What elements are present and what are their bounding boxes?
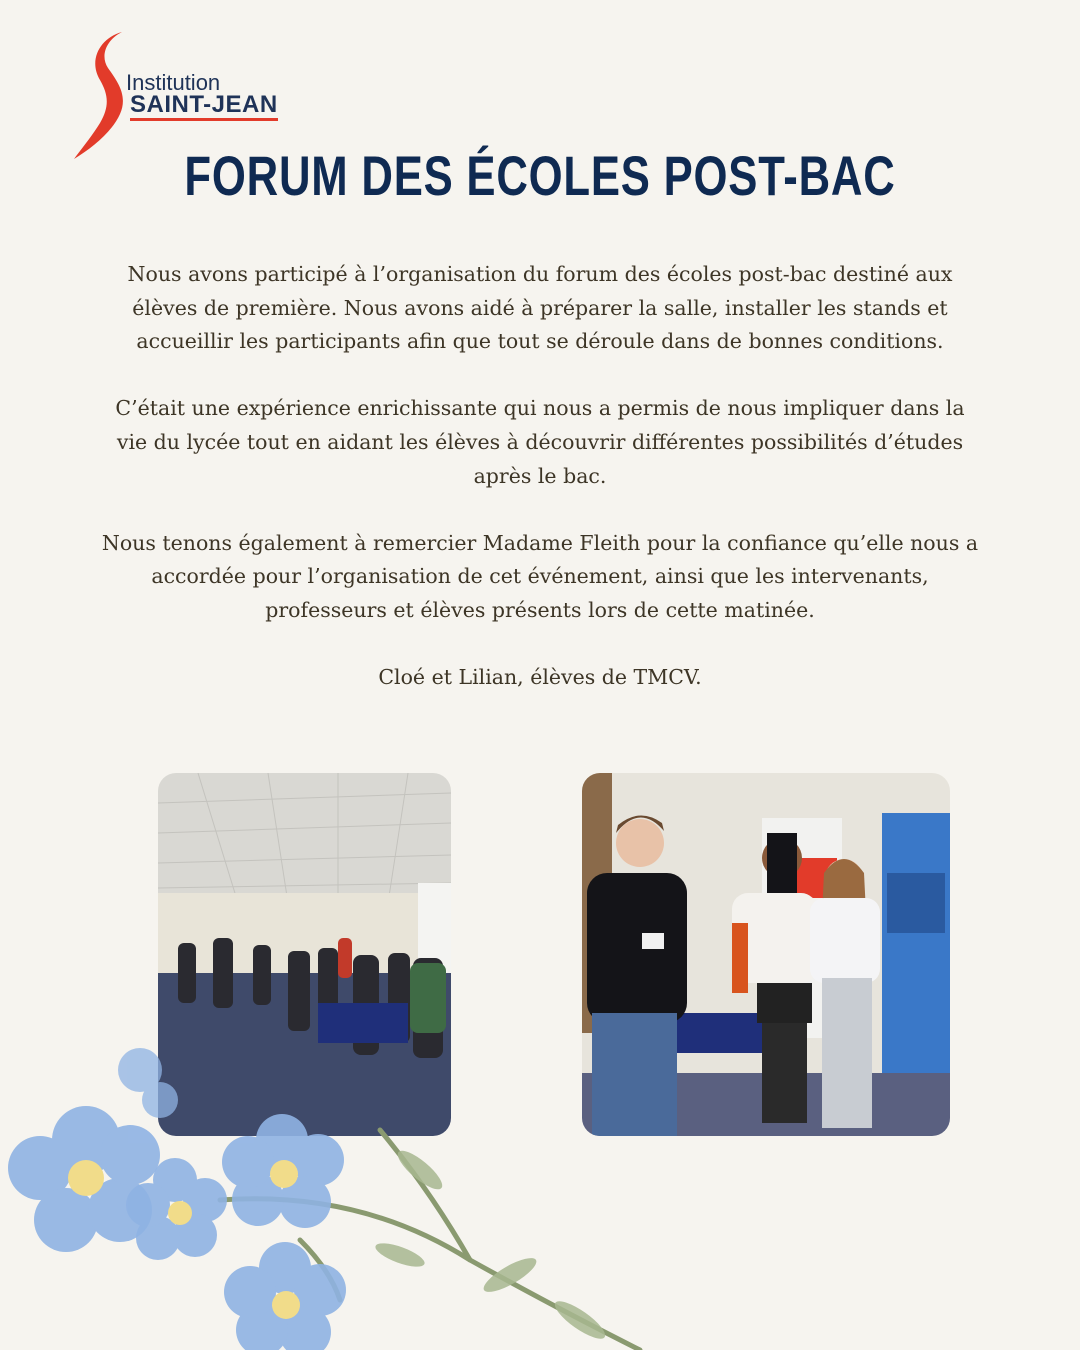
paragraph-3: Nous tenons également à remercier Madame Fleith pour la confiance qu’elle nous a accordée pour l’organisation de cet événement, ainsi que les intervenants, professeurs et élèves présents lors de cette matinée. <box>101 530 979 622</box>
forget-me-not-flowers-decoration <box>0 1040 700 1350</box>
logo-text-saint-jean: SAINT-JEAN <box>130 92 278 121</box>
signature: Cloé et Lilian, élèves de TMCV. <box>378 665 702 690</box>
paragraph-2: C’était une expérience enrichissante qui nous a permis de nous impliquer dans la vie du lycée tout en aidant les élèves à découvrir différentes possibilités d’études après le bac. <box>115 396 965 488</box>
flower-icon <box>222 1114 344 1228</box>
page-title: FORUM DES ÉCOLES POST-BAC <box>184 144 896 207</box>
article-body <box>100 258 980 728</box>
flower-icon <box>224 1242 346 1350</box>
logo-text-institution: Institution <box>126 70 221 95</box>
paragraph-1: Nous avons participé à l’organisation du forum des écoles post-bac destiné aux élèves de première. Nous avons aidé à préparer la salle, installer les stands et accueillir les participants afin que tout se déroule dans de bonnes conditions. <box>127 262 953 354</box>
flower-icon <box>8 1106 160 1252</box>
